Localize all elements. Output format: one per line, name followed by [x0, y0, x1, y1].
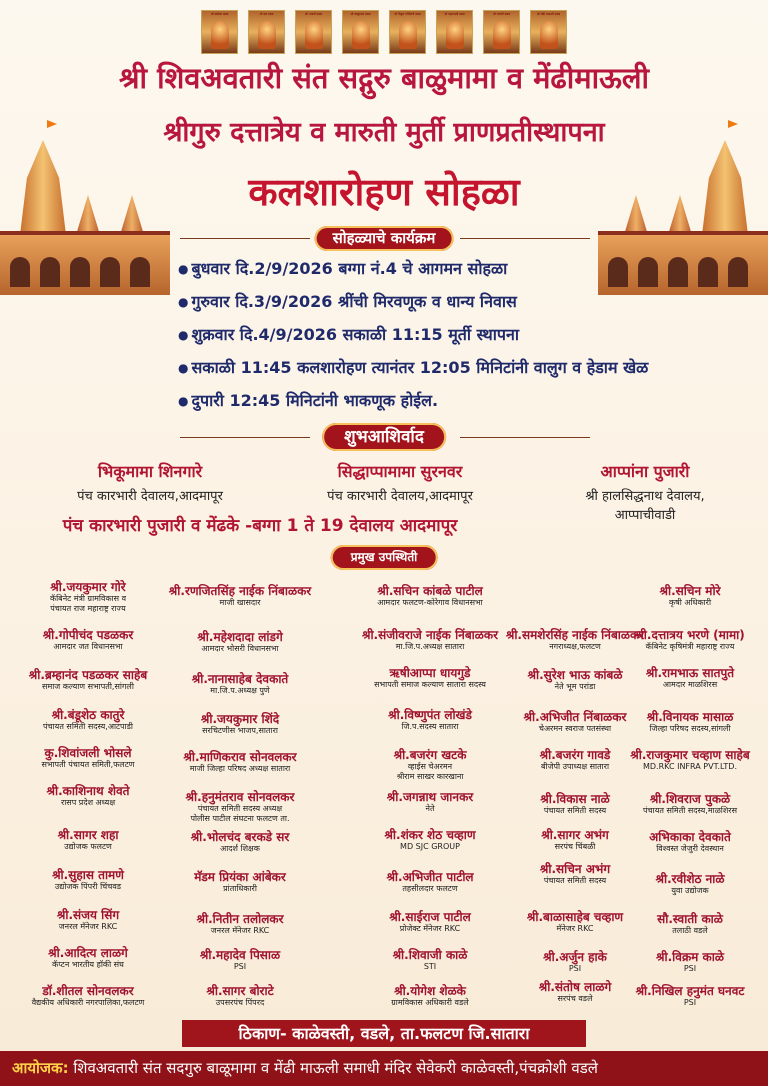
guest-entry — [610, 748, 768, 772]
guest-entry — [350, 666, 510, 690]
program-item: ● दुपारी 12:45 मिनिटांनी भाकणूक होईल. — [178, 389, 438, 411]
guest-designation: प्रांताधिकारी — [223, 884, 257, 893]
guest-entry — [8, 828, 168, 852]
blessing-name: भिकूमामा शिनगारे — [97, 462, 203, 481]
guest-name: श्री.समशेरसिंह नाईक निंबाळकर — [505, 628, 645, 642]
guest-designation: पंचायत राज महाराष्ट्र राज्य — [50, 604, 126, 613]
program-item: ● गुरुवार दि.3/9/2026 श्रींची मिरवणूक व धान्य निवास — [178, 290, 517, 312]
guest-designation: ग्रामविकास अधिकारी वडले — [391, 998, 469, 1007]
guest-name: श्री.संजय सिंग — [56, 908, 120, 922]
guest-entry — [610, 628, 768, 652]
guest-entry — [160, 830, 320, 854]
guest-name: श्री.शिवराज पुकळे — [649, 792, 731, 806]
title-line-2: श्रीगुरु दत्तात्रेय व मारुती मुर्ती प्राणप्रतीस्थापना — [163, 117, 605, 148]
guest-designation: माजी खासदार — [219, 598, 261, 607]
guest-entry — [350, 748, 510, 782]
guest-name: श्री.सागर शहा — [57, 828, 119, 842]
guest-entry — [610, 912, 768, 936]
guest-name: श्री.काशिनाथ शेवते — [46, 784, 130, 798]
guest-designation: सभापती पंचायत समिती,फलटण — [41, 760, 135, 769]
guest-name: श्री.विक्रम काळे — [656, 950, 724, 964]
guest-entry — [160, 790, 320, 824]
guests-header: प्रमुख उपस्थिती — [331, 545, 438, 570]
title-line-1: श्री शिवअवतारी संत सद्गुरु बाळुमामा व मेंढीमाऊली — [118, 61, 650, 95]
guest-name: श्री.भोलचंद बरकडे सर — [190, 830, 290, 844]
guest-designation: पंचायत समिती सदस्य — [543, 806, 607, 815]
guest-name: ऋषीआप्पा धायगुडे — [389, 666, 471, 680]
guest-name: श्री.रणजितसिंह नाईक निंबाळकर — [168, 584, 312, 598]
guest-name: श्री.हनुमंतराव सोनवलकर — [185, 790, 295, 804]
guest-entry — [350, 584, 510, 608]
guest-name: श्री.बंडूशेठ कातुरे — [51, 708, 125, 722]
guest-designation: तलाठी वडले — [672, 926, 708, 935]
guest-designation: पंचायत समिती सदस्य — [543, 876, 607, 885]
guest-designation: वैद्यकीय अधिकारी नगरपालिका,फलटण — [31, 998, 145, 1007]
guest-name: डॉ.शीतल सोनवलकर — [42, 984, 134, 998]
guest-designation: आमदार फलटण-कोरेगाव विधानसभा — [377, 598, 483, 607]
guest-designation: कॅबिनेट मंत्री ग्रामविकास व — [49, 594, 127, 603]
deity-thumbnail: श्री मेंढी माऊली प्रसन्न — [530, 10, 567, 54]
guest-name: श्री.गोपीचंद पडळकर — [42, 628, 134, 642]
main-title: कलशारोहण सोहळा — [248, 170, 520, 214]
guest-name: श्री.ब्रम्हानंद पडळकर साहेब — [28, 668, 148, 682]
guest-designation: आमदार भोसरी विधानसभा — [201, 644, 279, 653]
guest-entry — [350, 870, 510, 894]
guest-name: श्री.रामभाऊ सातपुते — [645, 666, 735, 680]
organizer-bar — [0, 1051, 768, 1086]
guest-designation: सरपंच वडले — [557, 994, 593, 1003]
guest-designation: कॅबिनेट कृषिमंत्री महाराष्ट्र राज्य — [645, 642, 735, 651]
guest-name: श्री.शिवाजी काळे — [392, 948, 468, 962]
deity-thumbnail: श्री बाळूमामा प्रसन्न — [342, 10, 379, 54]
guest-designation: सरपंच चिंबळी — [554, 842, 596, 851]
guest-designation: MD.RKC INFRA PVT.LTD. — [642, 762, 738, 771]
blessings-header: शुभआशिर्वाद — [322, 423, 446, 451]
guest-designation: विश्वस्त जेजुरी देवस्थान — [656, 844, 724, 853]
guest-name: श्री.सचिन अभंग — [539, 862, 611, 876]
divider — [180, 437, 310, 438]
guest-designation: पंचायत समिती सदस्य,माळशिरस — [643, 806, 737, 815]
guest-entry — [350, 948, 510, 972]
guest-entry — [160, 912, 320, 936]
divider — [460, 437, 590, 438]
guest-designation: पंचायत समिती सदस्य,आटपाडी — [42, 722, 133, 731]
deity-thumbnail: श्री महालक्ष्मी प्रसन्न — [436, 10, 473, 54]
guest-designation: तहसीलदार फलटण — [402, 884, 458, 893]
guest-designation: नेते भूम परांडा — [554, 682, 596, 691]
guest-designation: STI — [423, 962, 437, 971]
guest-designation: PSI — [233, 962, 247, 971]
guest-designation: मा.जि.प.अध्यक्ष सातारा — [395, 642, 465, 651]
guest-name: श्री.विनायक मासाळ — [646, 710, 734, 724]
guest-designation: कृषी अधिकारी — [668, 598, 712, 607]
guest-entry — [610, 792, 768, 816]
deity-thumbnail: श्री मारुती प्रसन्न — [483, 10, 520, 54]
divider — [180, 238, 310, 239]
guest-designation: माजी जिल्हा परिषद अध्यक्ष सातारा — [189, 764, 291, 773]
guest-name: सौ.स्वाती काळे — [657, 912, 723, 926]
guest-name: श्री.शंकर शेठ चव्हाण — [384, 828, 476, 842]
guest-designation: PSI — [568, 964, 582, 973]
guest-designation: आदर्श शिक्षक — [220, 844, 260, 853]
guest-name: श्री.रवीशेठ नाळे — [655, 872, 725, 886]
guest-entry — [610, 584, 768, 608]
guest-name: कु.शिवांजली भोसले — [44, 746, 132, 760]
deity-thumbnail: श्री विठ्ठल रुक्मिणी प्रसन्न — [389, 10, 426, 54]
guest-name: श्री.सचिन कांबळे पाटील — [377, 584, 483, 598]
guest-name: श्री.विष्णुपंत लोखंडे — [388, 708, 472, 722]
guest-entry — [610, 984, 768, 1008]
guest-name: श्री.सागर बोराटे — [206, 984, 274, 998]
guest-name: श्री.सचिन मोरे — [659, 584, 721, 598]
guest-entry — [610, 872, 768, 896]
guest-designation: प्रोजेक्ट मॅनेजर RKC — [399, 924, 461, 933]
guest-entry — [610, 666, 768, 690]
guest-name: श्री.सुरेश भाऊ कांबळे — [527, 668, 623, 682]
blessing-name: आप्पांना पुजारी — [600, 462, 690, 481]
guest-designation: उद्योजक पिंपरी चिंचवड — [54, 882, 122, 891]
guest-name: मॅडम प्रियंका आंबेकर — [194, 870, 286, 884]
guest-name: श्री.दत्तात्रय भरणे (मामा) — [635, 628, 745, 642]
guest-name: श्री.विकास नाळे — [540, 792, 610, 806]
guest-entry — [160, 750, 320, 774]
guest-designation: नेते — [425, 804, 435, 813]
guest-name: श्री.सागर अभंग — [541, 828, 609, 842]
guest-entry — [160, 712, 320, 736]
guest-name: श्री.जयकुमार गोरे — [50, 580, 126, 594]
program-item: ● बुधवार दि.2/9/2026 बग्गा नं.4 चे आगमन सोहळा — [178, 257, 507, 279]
guest-entry — [8, 984, 168, 1008]
guest-designation: श्रीराम साखर कारखाना — [396, 772, 464, 781]
guest-entry — [350, 828, 510, 852]
divider — [460, 238, 590, 239]
program-item: ● सकाळी 11:45 कलशारोहण त्यानंतर 12:05 मिनिटांनी वालुग व हेडाम खेळ — [178, 356, 648, 378]
guest-designation: MD SJC GROUP — [400, 842, 460, 851]
guest-name: श्री.योगेश शेळके — [394, 984, 466, 998]
organizer-text: शिवअवतारी संत सदगुरु बाळूमामा व मेंढी माऊली समाधी मंदिर सेवेकरी काळेवस्ती,पंचक्रोशी वडले — [73, 1059, 598, 1077]
guest-name: श्री.बजरंग खटके — [393, 748, 467, 762]
guest-name: श्री.महेशदादा लांडगे — [197, 630, 283, 644]
guest-entry — [8, 628, 168, 652]
deity-thumbnail: श्री खंडोबा प्रसन्न — [201, 10, 238, 54]
guest-entry — [8, 784, 168, 808]
guest-designation: उद्योजक फलटण — [64, 842, 112, 851]
blessing-desc: आप्पाचीवाडी — [614, 508, 676, 523]
guest-name: श्री.आदित्य लाळगे — [48, 946, 128, 960]
guest-entry — [8, 580, 168, 614]
guest-entry — [350, 708, 510, 732]
guest-entry — [8, 908, 168, 932]
deity-thumbnails — [0, 10, 768, 54]
guest-entry — [160, 584, 320, 608]
guest-entry — [160, 672, 320, 696]
guest-name: श्री.अर्जुन हाके — [543, 950, 607, 964]
guest-name: श्री.बाळासाहेब चव्हाण — [526, 910, 624, 924]
guest-name: अभिकाका देवकाते — [649, 830, 731, 844]
guest-designation: पोलीस पाटील संघटना फलटण ता. — [190, 814, 290, 823]
guest-name: श्री.सुहास तामणे — [52, 868, 124, 882]
guest-designation: सभापती समाज कल्याण सातारा सदस्य — [374, 680, 486, 689]
guest-entry — [160, 948, 320, 972]
guest-entry — [160, 870, 320, 894]
guest-entry — [160, 984, 320, 1008]
program-item: ● शुक्रवार दि.4/9/2026 सकाळी 11:15 मूर्ती स्थापना — [178, 323, 519, 345]
deity-thumbnail: श्री दत्त प्रसन्न — [248, 10, 285, 54]
guest-name: श्री.अभिजीत निंबाळकर — [523, 710, 627, 724]
blessing-desc: श्री हालसिद्धनाथ देवालय, — [585, 489, 705, 504]
guest-name: श्री.माणिकराव सोनवलकर — [183, 750, 297, 764]
guest-name: श्री.बजरंग गावडे — [539, 748, 611, 762]
guest-name: श्री.संजीवराजे नाईक निंबाळकर — [361, 628, 499, 642]
guest-designation: जनरल मॅनेजर RKC — [210, 926, 270, 935]
guest-name: श्री.जगन्नाथ जानकर — [386, 790, 474, 804]
guest-designation: मा.जि.प.अध्यक्ष पुणे — [210, 686, 270, 695]
guest-name: श्री.राजकुमार चव्हाण साहेब — [630, 748, 750, 762]
guest-designation: जि.प.सदस्य सातारा — [401, 722, 459, 731]
guest-designation: PSI — [683, 964, 697, 973]
guest-entry — [350, 984, 510, 1008]
guest-name: श्री.संतोष लाळगे — [538, 980, 612, 994]
guest-designation: पंचायत समिती सदस्य अध्यक्ष — [197, 804, 283, 813]
organizer-label: आयोजक: — [12, 1059, 69, 1077]
guest-entry — [610, 950, 768, 974]
guest-designation: आमदार जत विधानसभा — [53, 642, 123, 651]
guest-entry — [350, 910, 510, 934]
venue: ठिकाण- काळेवस्ती, वडले, ता.फलटण जि.सातारा — [182, 1020, 586, 1047]
guest-designation: नगराध्यक्ष,फलटण — [549, 642, 601, 651]
blessing-desc: पंच कारभारी देवालय,आदमापूर — [77, 489, 223, 504]
guest-entry — [350, 628, 510, 652]
program-header: सोहळ्याचे कार्यक्रम — [315, 226, 454, 251]
guest-entry — [8, 668, 168, 692]
deity-thumbnail: श्री भवानी प्रसन्न — [295, 10, 332, 54]
guest-entry — [350, 790, 510, 814]
guest-entry — [610, 830, 768, 854]
guest-name: श्री.जयकुमार शिंदे — [200, 712, 280, 726]
guest-designation: सरचिटणीस भाजप,सातारा — [202, 726, 278, 735]
blessing-name: सिद्धाप्पामामा सुरनवर — [337, 462, 463, 481]
guest-designation: जिल्हा परिषद सदस्य,सांगली — [649, 724, 731, 733]
guest-designation: व्हाईस चेअरमन — [407, 762, 453, 771]
guest-name: श्री.नानासाहेब देवकाते — [191, 672, 289, 686]
guest-designation: आमदार माळशिरस — [662, 680, 718, 689]
guest-designation: युवा उद्योजक — [671, 886, 709, 895]
guest-designation: कॅप्टन भारतीय हॉकी संघ — [52, 960, 124, 969]
guest-designation: चेअरमन स्वराज पतसंस्था — [538, 724, 612, 733]
guest-entry — [8, 708, 168, 732]
guest-entry — [8, 868, 168, 892]
guest-entry — [160, 630, 320, 654]
guest-entry — [610, 710, 768, 734]
guest-name: श्री.साईराज पाटील — [389, 910, 471, 924]
guest-designation: बीजेपी उपाध्यक्ष सातारा — [540, 762, 610, 771]
guest-designation: PSI — [683, 998, 697, 1007]
guest-name: श्री.अभिजीत पाटील — [386, 870, 474, 884]
guest-designation: उपसरपंच पिंपरद — [215, 998, 265, 1007]
guest-name: श्री.निखिल हनुमंत घनवट — [635, 984, 745, 998]
blessings-line: पंच कारभारी पुजारी व मेंढके -बग्गा 1 ते 19 देवालय आदमापूर — [62, 516, 458, 536]
guest-name: श्री.महादेव पिसाळ — [199, 948, 281, 962]
guest-designation: जनरल मॅनेजर RKC — [58, 922, 118, 931]
guest-designation: रासप प्रदेश अध्यक्ष — [60, 798, 116, 807]
guest-entry — [8, 746, 168, 770]
guest-entry — [8, 946, 168, 970]
blessing-desc: पंच कारभारी देवालय,आदमापूर — [327, 489, 473, 504]
guest-name: श्री.नितीन तलोलकर — [196, 912, 284, 926]
guest-designation: मॅनेजर RKC — [556, 924, 594, 933]
guest-designation: समाज कल्याण सभापती,सांगली — [42, 682, 134, 691]
